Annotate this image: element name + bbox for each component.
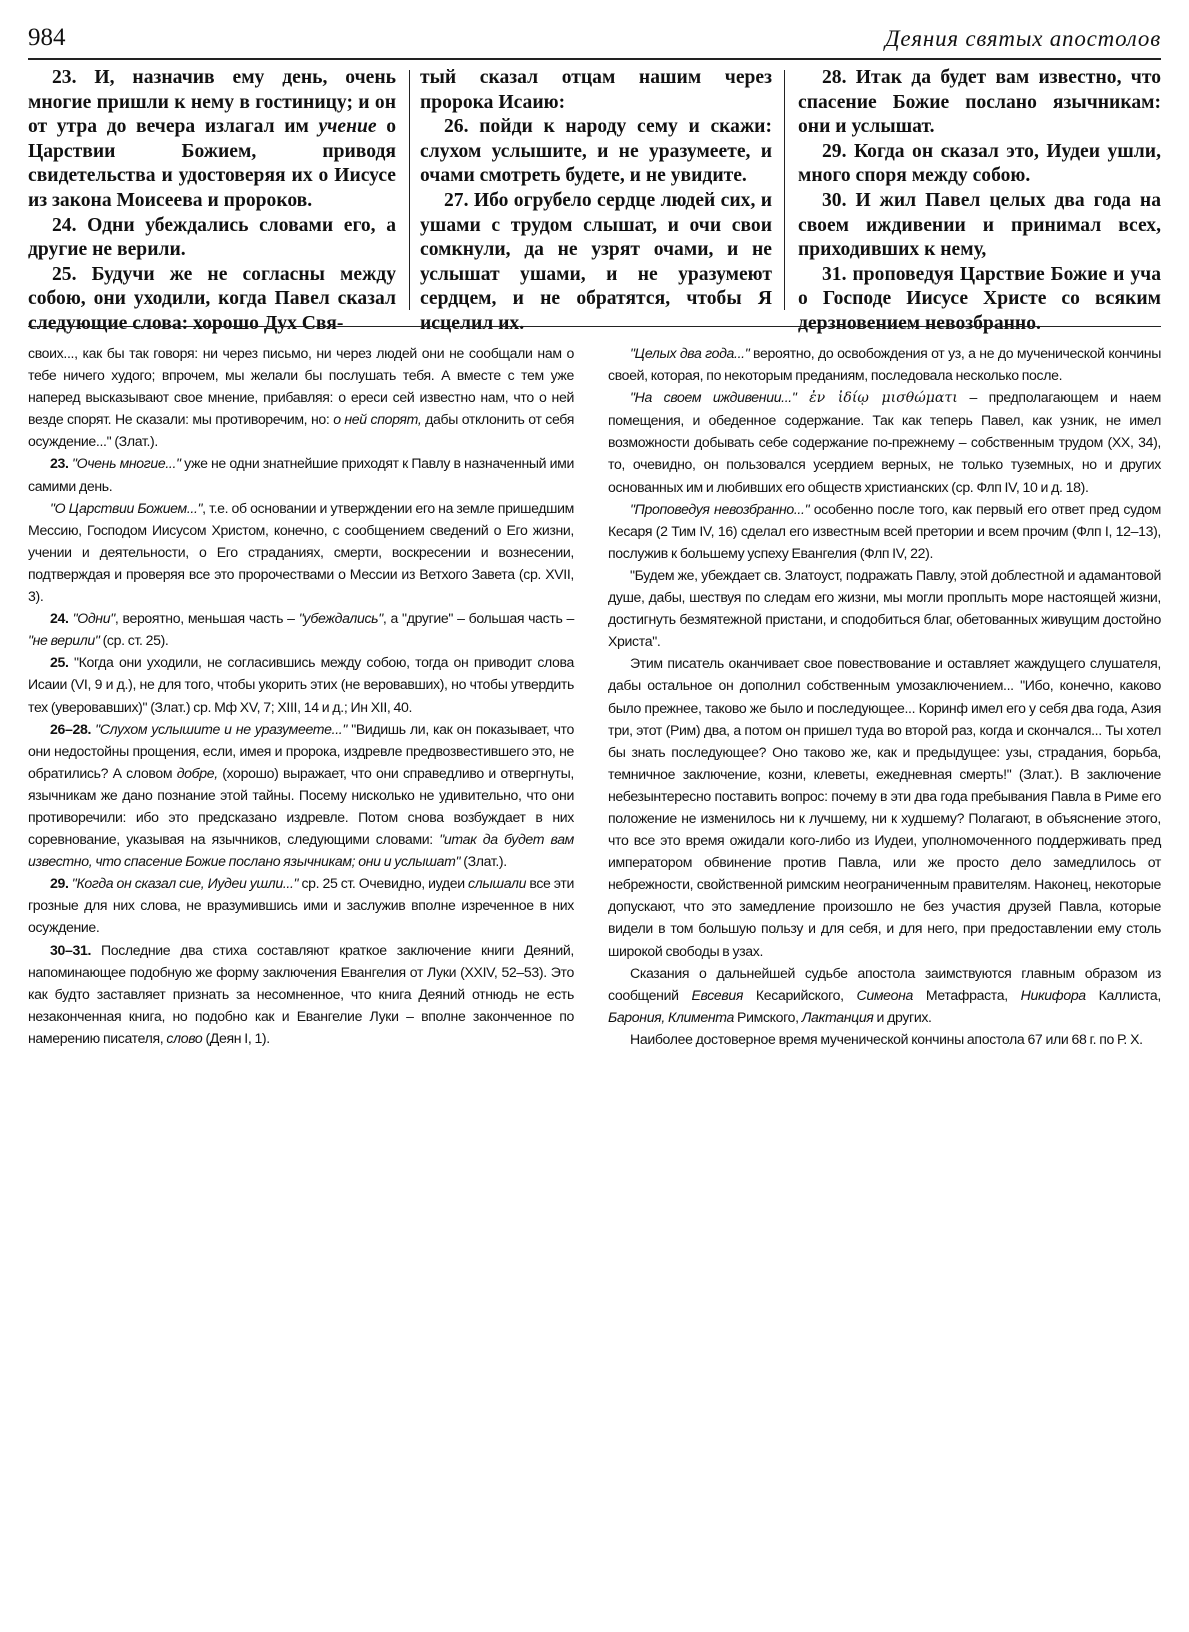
column-divider bbox=[409, 70, 410, 310]
verse-reference: 25. bbox=[50, 654, 69, 671]
commentary-paragraph: "Будем же, убеждает св. Златоуст, подражать Павлу, этой доблестной и адамантовой душе, дабы, шествуя по следам его жизни, мы могли проплыть море настоящей жизни, достигнуть безмятежной пристани, и сподобиться благ, обетованных живущим достойно Христа". bbox=[608, 566, 1161, 650]
commentary-column-2 bbox=[608, 342, 1161, 1050]
column-divider bbox=[784, 70, 785, 310]
verse-reference: 26–28. bbox=[50, 720, 92, 737]
verse-31: 31. проповедуя Царствие Божие и уча о Господе Иисусе Христе со всяким дерзновением невозбранно. bbox=[798, 263, 1161, 334]
verse-number: 28. bbox=[822, 67, 847, 88]
commentary-paragraph: "На своем иждивении..." ἐν ἰδίῳ μισθώματι – предполагающем и наем помещения, и обеденное содержание. Так как теперь Павел, как узник, не имел возможности добывать себе содержание по-прежнему – собственным трудом (XX, 34), то, очевидно, он пользовался усердием верных, не только туземных, но и других основанных им и любивших его обществ христианских (ср. Флп IV, 10 и д. 18). bbox=[608, 389, 1161, 495]
commentary-paragraph: Сказания о дальнейшей судьбе апостола заимствуются главным образом из сообщений Евсевия Кесарийского, Симеона Метафраста, Никифора Каллиста, Барония, Климента Римского, Лактанция и других. bbox=[608, 964, 1161, 1025]
commentary-column-1 bbox=[28, 342, 574, 1049]
scripture-column-3 bbox=[798, 66, 1161, 334]
verse-number: 24. bbox=[52, 214, 77, 236]
verse-number: 30. bbox=[822, 189, 847, 211]
commentary-verses-30-31: 30–31. Последние два стиха составляют краткое заключение книги Деяний, напоминающее подобную же форму заключения Евангелия от Луки (XXIV, 52–53). Это как будто заставляет признать за несомненное, что книга Деяний отнюдь не есть незаконченная книга, но подобно как и Евангелие Луки – вполне законченное по намерению писателя, слово (Деян I, 1). bbox=[28, 941, 574, 1046]
verse-reference: 29. bbox=[50, 875, 69, 892]
greek-phrase: ἐν ἰδίῳ μισθώματι bbox=[796, 390, 958, 407]
verse-27: 27. Ибо огрубело сердце людей сих, и ушами с трудом слышат, и очи свои сомкнули, да не узрят очами, и не услышат ушами, и не уразумеют сердцем, и не обратятся, чтобы Я исцелил их. bbox=[420, 189, 772, 334]
commentary-verse-23: 23. "Очень многие..." уже не одни знатнейшие приходят к Павлу в назначенный ими самими день. bbox=[28, 455, 574, 494]
verse-reference: 24. bbox=[50, 610, 69, 627]
verse-number: 25. bbox=[52, 263, 77, 285]
page-number: 984 bbox=[28, 24, 66, 51]
header-rule bbox=[28, 58, 1161, 60]
commentary-paragraph: Наиболее достоверное время мученической кончины апостола 67 или 68 г. по Р. Х. bbox=[630, 1030, 1143, 1047]
commentary-paragraph: Этим писатель оканчивает свое повествование и оставляет жаждущего слушателя, дабы остальное он дополнил собственным умозаключением... "Ибо, конечно, каково было прежнее, таково же было и последующее... Коринф имел его у себя два года, Азия три, этот (Рим) два, а потом он пришел туда во второй раз, когда и скончался... Ты хотел бы знать последующее? Оно таково же, как и предыдущее: узы, страдания, борьба, темничное заключение, козни, клеветы, ежедневная смерть!" (Злат.). В заключение небезынтересно поставить вопрос: почему в эти два года пребывания Павла в Риме его положение не изменилось ни к лучшему, ни к худшему? Полагают, в объяснение этого, что все это время ожидали кого-либо из Иудеи, уполномоченного поддерживать пред императором обвинение против Павла, или же просто дело замедлилось от небрежности, свойственной римским неограниченным правителям. Наконец, некоторые допускают, что это замедление произошло не без участия друзей Павла, которые видели в том большую пользу и для себя, и для него, при предоставлении ему столь широкой свободы в узах. bbox=[608, 655, 1161, 959]
commentary-paragraph: "Целых два года..." вероятно, до освобождения от уз, а не до мученической кончины своей, которая, по некоторым преданиям, последовала несколько после. bbox=[608, 345, 1161, 384]
verse-reference: 30–31. bbox=[50, 941, 92, 958]
commentary-verses-26-28: 26–28. "Слухом услышите и не уразумеете..." "Видишь ли, как он показывает, что они недостойны прощения, если, имея и пророка, издревле предвозвестившего это, не обратились? А словом добре, (хорошо) выражает, что они справедливо и отвергнуты, язычникам же дано познание этой тайны. Посему нисколько не удивительно, что они противоречили: ибо это предсказано издревле. Потом снова возбуждает в них соревнование, указывая на язычников, следующими словами: "итак да будет вам известно, что спасение Божие послано язычникам; они и услышат" (Злат.). bbox=[28, 720, 574, 870]
verse-30: 30. И жил Павел целых два года на своем иждивении и принимал всех, приходивших к нему, bbox=[798, 189, 1161, 261]
commentary-paragraph: "Проповедуя невозбранно..." особенно после того, как первый его ответ пред судом Кесаря (2 Тим IV, 16) сделал его известным всей претории и всем прочим (Флп I, 12–13), послужив к большему успеху Евангелия (Флп IV, 22). bbox=[608, 500, 1161, 561]
verse-number: 23. bbox=[52, 67, 77, 88]
scripture-text bbox=[28, 66, 1161, 334]
verse-24: 24. Одни убеждались словами его, а другие не верили. bbox=[28, 214, 396, 261]
verse-reference: 23. bbox=[50, 455, 69, 472]
scripture-column-2 bbox=[420, 66, 772, 334]
verse-number: 31. bbox=[822, 263, 847, 285]
verse-number: 27. bbox=[444, 189, 469, 211]
verse-29: 29. Когда он сказал это, Иудеи ушли, много споря между собою. bbox=[798, 140, 1161, 187]
commentary-paragraph: своих..., как бы так говоря: ни через письмо, ни через людей они не сообщали нам о тебе ничего худого; впрочем, мы желали бы послушать тебя. А вместе с тем уже наперед высказывают свое мнение, прибавляя: о ереси сей известно нам, что о ней везде спорят. Не сказали: мы противоречим, но: о ней спорят, дабы отклонить от себя осуждение..." (Злат.). bbox=[28, 345, 574, 450]
verse-23: 23. И, назначив ему день, очень многие пришли к нему в гостиницу; и он от утра до вечера излагал им учение о Царствии Божием, приводя свидетельства и удостоверяя их о Иисусе из закона Моисеева и пророков. bbox=[28, 67, 396, 211]
verse-number: 26. bbox=[444, 116, 469, 138]
commentary-text bbox=[28, 342, 1161, 1602]
section-rule bbox=[28, 326, 1161, 327]
commentary-verse-29: 29. "Когда он сказал сие, Иудеи ушли..." ср. 25 ст. Очевидно, иудеи слышали все эти грозные для них слова, не вразумившись ими и заслужив вполне изреченное в них осуждение. bbox=[28, 875, 574, 936]
scripture-column-1 bbox=[28, 66, 396, 334]
verse-26: 26. пойди к народу сему и скажи: слухом услышите, и не уразумеете, и очами смотреть будете, и не увидите. bbox=[420, 116, 772, 187]
verse-number: 29. bbox=[822, 140, 847, 162]
commentary-paragraph: "О Царствии Божием...", т.е. об основании и утверждении его на земле пришедшим Мессию, Господом Иисусом Христом, конечно, с сообщением сведений о Его жизни, учении и деятельности, о Его страданиях, смерти, воскресении и вознесении, подтверждая и проверяя все это пророчествами о Мессии из Ветхого Завета (ср. XVII, 3). bbox=[28, 499, 574, 605]
commentary-verse-25: 25. "Когда они уходили, не согласившись между собою, тогда он приводит слова Исаии (VI, 9 и д.), не для того, чтобы укорить этих (не веровавших), но чтобы утвердить тех (уверовавших)" (Злат.) ср. Мф XV, 7; XIII, 14 и д.; Ин XII, 40. bbox=[28, 654, 574, 715]
page-header bbox=[28, 18, 1161, 56]
running-title: Деяния святых апостолов bbox=[884, 26, 1161, 51]
verse-28: 28. Итак да будет вам известно, что спасение Божие послано язычникам: они и услышат. bbox=[798, 67, 1161, 138]
verse-25-continued: тый сказал отцам нашим через пророка Исаию: bbox=[420, 67, 772, 113]
verse-25: 25. Будучи же не согласны между собою, они уходили, когда Павел сказал следующие слова: хорошо Дух Свя- bbox=[28, 263, 396, 334]
commentary-verse-24: 24. "Одни", вероятно, меньшая часть – "убеждались", а "другие" – большая часть – "не верили" (ср. ст. 25). bbox=[28, 610, 574, 649]
